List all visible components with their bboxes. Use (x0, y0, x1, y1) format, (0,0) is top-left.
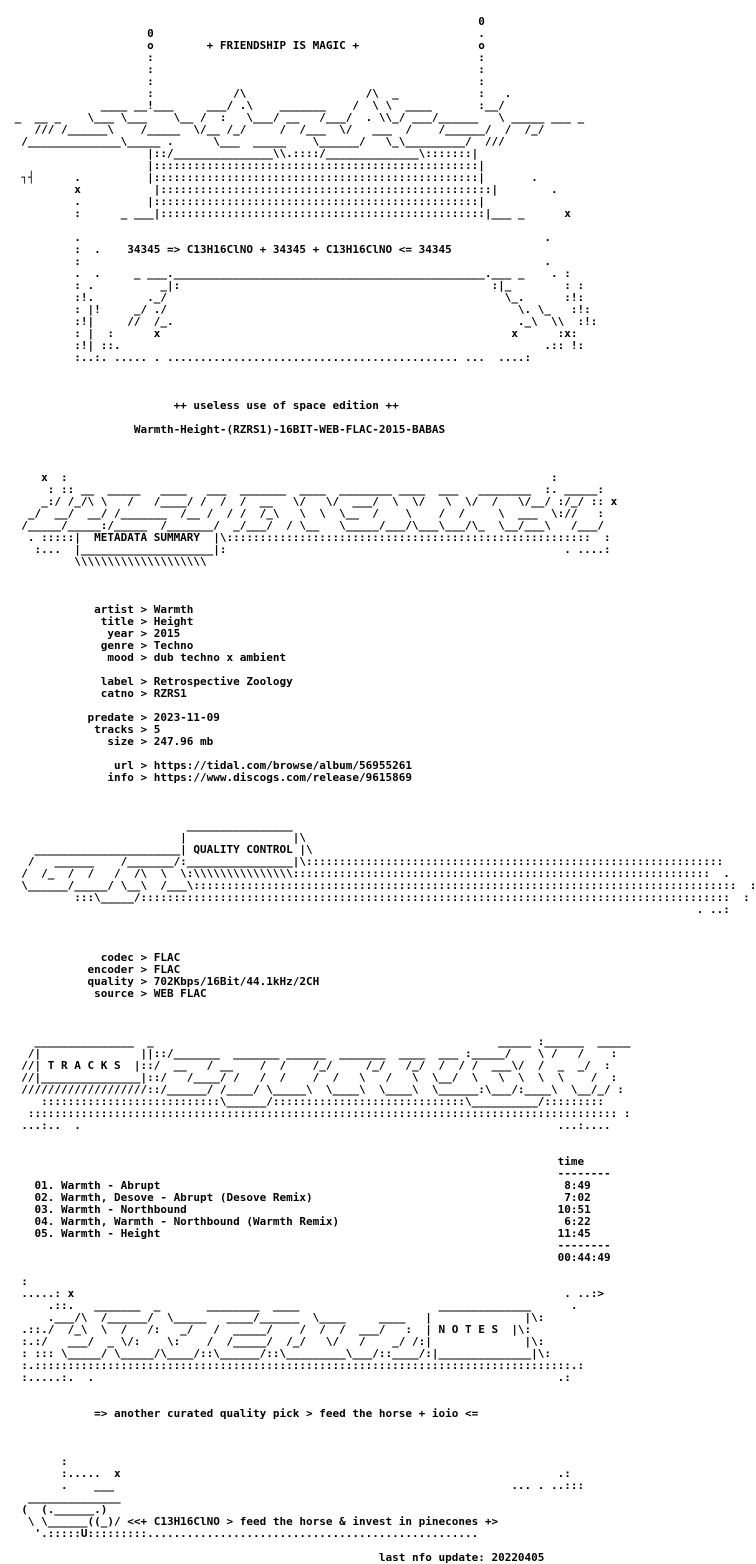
nfo-text: 0 0 . o + FRIENDSHIP IS MAGIC + o : : : : : : : /\ /\ _ : . ____ __!___ ___/ .\ _______ / \ \ ____ :__/ _ __ _ \___ \___ \__ / : \___/ __ /___/ . \\_/ ___/______ \ _____ ___ _ /// /______\ /_____ \/__ /_/ / /___ \/ ___ / /______/ / /_/ /______________\_____ . \___ _____ \______/ \_\_________/ /// |::/_______________\\.::::/______________\:::::::| |:::::::::::::::::::::::::::::::::::::::::::::::::| ┐┤ . |:::::::::::::::::::::::::::::::::::::::::::::::::| . x |::::::::::::::::::::::::::::::::::::::::::::::::::| . . |:::::::::::::::::::::::::::::::::::::::::::::::::| : _ ___|:::::::::::::::::::::::::::::::::::::::::::::::::|___ _ x . . : . 34345 => C13H16ClNO + 34345 + C13H16ClNO <= 34345 : . . . _ ___._______________________________________________.___ _ . : : . _|: :|_ : : :!. ._/ \_. :!: : |! _/ ./ \. \_ :!: :!| // /_. ._\ \\ :!: : | : x x :x: :!| ::. .:: !: :..:. ..... . ............................................ ... ....: ++ useless use of space edition ++ Warmth-Height-(RZRS1)-16BIT-WEB-FLAC-2015-BABAS x : : : :: __ _____ ____ ___ _______ ____ ________ ____ ___ ________ :. _____: _:/ /_/\ \ / /____/ / / / __ \/ \/ ___/ \ \/ \ \/ / \/__/ :/_/ :: x _/ __/ __/ /_______ /__ / / / /_\ \ \ \__ / \ / / \ ___ \:// : /_____/_____:/_____ /_______/ _/___/ / \__ \_____/___/\___\___/\_ \__/___\ /___/ . :::::| METADATA SUMMARY |\::::::::::::::::::::::::::::::::::::::::::::::::::::::: : :... |____________________|: . ....: \\\\\\\\\\\\\\\\\\\\ artist > Warmth title > Height year > 2015 genre > Techno mood > dub techno x ambient label > Retrospective Zoology catno > RZRS1 predate > 2023-11-09 tracks > 5 size > 247.96 mb url > https://tidal.com/browse/album/56955261 info > https://www.discogs.com/release/9615869 ________________ | |\ ______________________| QUALITY CONTROL |\ / ______ /_______/:________________|\::::::::::::::::::::::::::::::::::::::::::::::::::::::::::::::: / /_ / / / /\ \ \:\\\\\\\\\\\\\\\::::::::::::::::::::::::::::::::::::::::::::::::::::::::::::::: . \______/_____/ \__\ /___\:::::::::::::::::::::::::::::::::::::::::::::::::::::::::::::::::::::::::::::::::: : :::\_____/::::::::::::::::::::::::::::::::::::::::::::::::::::::::::::::::::::::::::::::::::::::::: : . ..: codec > FLAC encoder > FLAC quality > 702Kbps/16Bit/44.1kHz/2CH source > WEB FLAC _______________ _ _____ :______ _____ /| ||::/_______ _______ ______ _______ ____ ___ :_____/ \ / / : //| T R A C K S |::/ __ / __ / / /_/ /_/ /_/ / / / ___\/ / _ _/ : //|_______________|::/ /____/ / / / / / \ / \ \__/ \ \ \ \ \ / : ///////////////////::/______/ /____/ \_____\ \____\ \____\ \______:\___/:____\ \__/_/ : :::::::::::::::::::::::::::\______/:::::::::::::::::::::::::::::\__________/::::::::: ::::::::::::::::::::::::::::::::::::::::::::::::::::::::::::::::::::::::::::::::::::::::: : ...:.. . ...:.... time -------- 01. Warmth - Abrupt 8:49 02. Warmth, Desove - Abrupt (Desove Remix) 7:02 03. Warmth - Northbound 10:51 04. Warmth, Warmth - Northbound (Warmth Remix) 6:22 05. Warmth - Height 11:45 -------- 00:44:49 : .....: x . ..:> .::. _______ _ ________ ____ ______________ . .___/\ /______/ \_____ ____/______ \____ ____ | |\: .::./ /_\ \ / /: _/ / _____/ / / / ___/ : | N O T E S |\: :.:/ ___/ _ \/: \: / /_____/ /_/ \/ / _/ /:| |\: : ::: \_____/ \_____/\____/::\______/::\_________\___/::____/:|______________|\: :.:::::::::::::::::::::::::::::::::::::::::::::::::::::::::::::::::::::::::::::::::.: :.....:. . .: => another curated quality pick > feed the horse + ioio <= : :..... x .: . ___ ... . ..::: ______________ ( (.______.) \ \______((_)/ <<+ C13H16ClNO > feed the horse & invest in pinecones +> '.:::::U:::::::::.................................................. last nfo update: 20220405 (14, 15, 756, 1564)
